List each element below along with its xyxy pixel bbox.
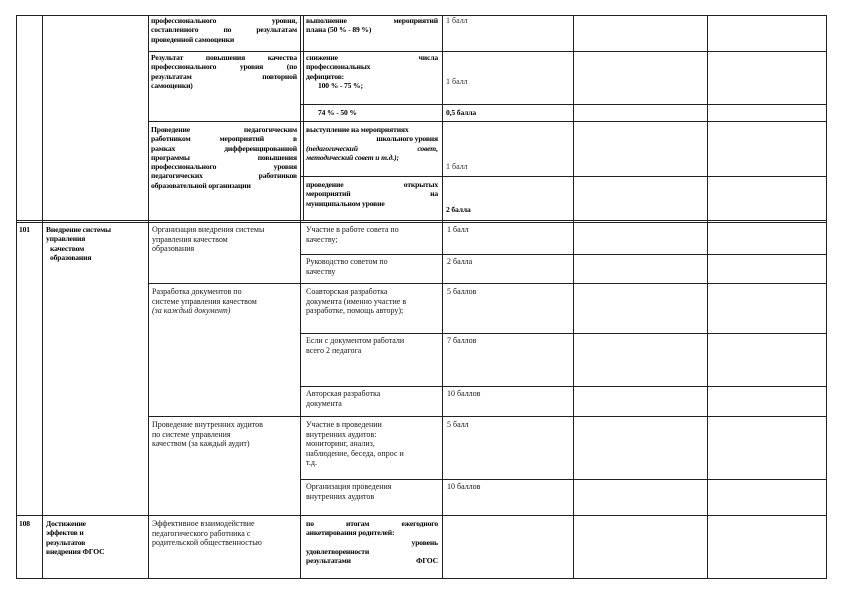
indicator-text: по итогам ежегодного — [306, 519, 438, 528]
indicator-text: школьного уровня — [376, 134, 438, 144]
criterion-cell — [152, 287, 298, 316]
indicator-text: выполнение мероприятий — [306, 16, 438, 25]
score-text: 10 баллов — [447, 482, 481, 491]
criterion-text: образовательной организации — [151, 180, 251, 190]
criterion-text: программы повышения — [151, 152, 297, 162]
indicator-cell — [306, 16, 438, 35]
row-number: 108 — [19, 519, 30, 528]
section-title-text: управления — [46, 234, 86, 244]
criterion-text: Проведение педагогическим — [151, 125, 297, 134]
score-text: 5 балл — [447, 420, 469, 429]
criterion-text: Проведение внутренних аудитов — [152, 420, 263, 429]
indicator-text: 74 % - 50 % — [318, 108, 357, 117]
indicator-cell — [306, 420, 438, 468]
score-text: 2 балла — [447, 257, 473, 266]
indicator-text: т.д. — [306, 458, 317, 468]
indicator-text — [306, 144, 438, 153]
row-divider — [148, 51, 827, 52]
criterion-text: (за каждый документ) — [152, 306, 231, 316]
criterion-text: Эффективное взаимодействие — [152, 519, 255, 528]
column-divider — [148, 15, 149, 579]
section-title-text: качеством — [50, 243, 85, 253]
indicator-text: анкетирования родителей: — [306, 528, 395, 538]
criterion-cell — [152, 225, 298, 254]
indicator-text: удовлетворенности — [306, 546, 370, 556]
indicator-text: разработке, помощь автору); — [306, 306, 404, 316]
indicator-text: мероприятий на — [306, 189, 438, 199]
table-border-left — [16, 15, 17, 579]
row-divider — [16, 220, 827, 221]
row-divider — [148, 283, 827, 284]
criterion-text: по системе управления — [152, 429, 231, 439]
indicator-text: мониторинг, анализ, — [306, 439, 375, 449]
column-divider-double — [303, 15, 304, 220]
indicator-cell — [306, 389, 438, 408]
row-divider-double — [16, 222, 827, 223]
score-text: 10 баллов — [447, 389, 481, 398]
indicator-text: муниципальном уровне — [306, 198, 385, 208]
criterion-text: профессионального уровня — [151, 162, 297, 172]
column-divider — [707, 15, 708, 579]
criterion-text: самооценки) — [151, 80, 193, 90]
indicator-cell — [306, 482, 438, 501]
table-border-right — [826, 15, 827, 579]
criterion-text: Разработка документов по — [152, 287, 242, 296]
criterion-text: управления качеством — [152, 234, 228, 244]
indicator-text: уровень — [411, 537, 438, 547]
score-text: 1 балл — [446, 77, 468, 86]
criterion-text: педагогических работников — [151, 171, 297, 181]
indicator-text: наблюдение, беседа, опрос и — [306, 448, 404, 458]
indicator-text: Авторская разработка — [306, 389, 381, 398]
criterion-cell — [152, 420, 298, 449]
indicator-cell — [306, 53, 438, 90]
indicator-text: методический совет и т.д.); — [306, 152, 399, 162]
row-divider — [300, 386, 827, 387]
criterion-text: системе управления качеством — [152, 296, 257, 306]
indicator-text: (педагогический совет, — [306, 143, 438, 153]
row-divider — [300, 104, 827, 105]
row-divider — [148, 416, 827, 417]
indicator-text: всего 2 педагога — [306, 345, 362, 355]
criterion-text: рамках дифференцированной — [151, 143, 297, 153]
indicator-text: 100 % - 75 %; — [318, 80, 363, 90]
criterion-cell — [151, 16, 297, 44]
score-text: 2 балла — [446, 205, 471, 214]
criterion-cell — [151, 125, 297, 190]
score-text: 7 баллов — [447, 336, 477, 345]
indicator-text: дефицитов: — [306, 71, 345, 81]
criterion-text: составленного по результатам — [151, 25, 297, 35]
criterion-cell — [151, 53, 297, 90]
indicator-cell — [306, 125, 438, 162]
column-divider — [573, 15, 574, 579]
section-title-text: результатов — [46, 537, 86, 547]
score-text: 1 балл — [447, 225, 469, 234]
indicator-text — [306, 153, 438, 162]
indicator-text: снижение числа — [306, 53, 438, 62]
indicator-text: профессиональных — [306, 62, 371, 72]
indicator-text: Руководство советом по — [306, 257, 388, 266]
column-divider — [42, 15, 43, 579]
criterion-text — [152, 306, 298, 316]
row-divider — [148, 121, 827, 122]
section-title-text: Достижение — [46, 519, 86, 528]
indicator-text: Соавторская разработка — [306, 287, 388, 296]
indicator-text: результатами ФГОС — [306, 556, 438, 566]
column-divider — [442, 15, 443, 579]
indicator-text: внутренних аудитов — [306, 491, 375, 501]
criterion-text: работником мероприятий в — [151, 134, 297, 144]
section-title-text: Внедрение системы — [46, 225, 111, 234]
row-divider — [16, 515, 827, 516]
criterion-cell — [152, 519, 298, 548]
criterion-text: родительской общественностью — [152, 538, 262, 548]
indicator-text: Участие в работе совета по — [306, 225, 399, 234]
row-divider — [300, 176, 827, 177]
row-divider — [300, 479, 827, 480]
indicator-cell — [306, 336, 438, 355]
table-border-bottom — [16, 578, 827, 579]
score-text: 1 балл — [446, 16, 468, 25]
section-title — [46, 519, 146, 556]
indicator-text: плана (50 % - 89 %) — [306, 25, 372, 35]
criterion-text: профессионального уровня, — [151, 16, 297, 25]
criterion-text: профессионального уровня (по — [151, 62, 297, 72]
indicator-cell — [306, 257, 438, 276]
indicator-text: качеству; — [306, 234, 338, 244]
indicator-text: проведение открытых — [306, 180, 438, 189]
score-text: 1 балл — [446, 162, 468, 171]
indicator-cell — [306, 225, 438, 244]
section-title-text: образования — [50, 252, 92, 262]
criterion-text: результатам повторной — [151, 71, 297, 81]
criterion-text: проведенной самооценки — [151, 34, 235, 44]
criterion-text: педагогического работника с — [152, 528, 251, 538]
indicator-text: выступление на мероприятиях — [306, 125, 409, 134]
criterion-text: качеством (за каждый аудит) — [152, 439, 250, 449]
row-number: 101 — [19, 225, 30, 234]
score-text: 5 баллов — [447, 287, 477, 296]
indicator-text: качеству — [306, 266, 336, 276]
indicator-text: внутренних аудитов: — [306, 429, 377, 439]
section-title — [46, 225, 146, 262]
criterion-text: Организация внедрения системы — [152, 225, 265, 234]
section-title-text: внедрения ФГОС — [46, 546, 105, 556]
indicator-text: Организация проведения — [306, 482, 392, 491]
indicator-text: документа — [306, 398, 342, 408]
criterion-text: Результат повышения качества — [151, 53, 297, 62]
indicator-cell — [306, 287, 438, 316]
indicator-cell — [306, 519, 438, 565]
score-text: 0,5 балла — [446, 108, 477, 117]
indicator-text: Участие в проведении — [306, 420, 382, 429]
indicator-cell — [306, 180, 438, 208]
criterion-text: образования — [152, 244, 195, 254]
section-title-text: эффектов и — [46, 528, 84, 538]
indicator-text: Если с документом работали — [306, 336, 405, 345]
column-divider — [300, 15, 301, 579]
row-divider — [300, 333, 827, 334]
row-divider — [300, 254, 827, 255]
indicator-text: документа (именно участие в — [306, 296, 407, 306]
